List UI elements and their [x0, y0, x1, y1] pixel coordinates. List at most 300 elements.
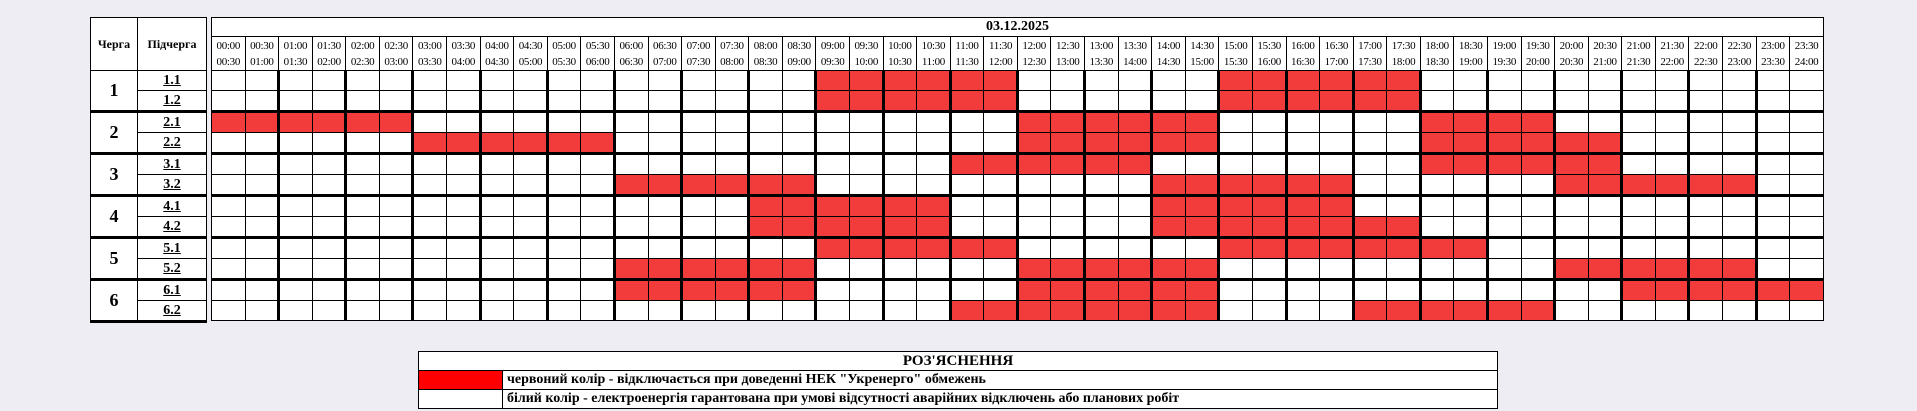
power-cell [212, 175, 246, 196]
power-cell [1051, 238, 1085, 259]
power-cell [379, 133, 413, 154]
power-cell [447, 301, 481, 321]
power-cell [514, 217, 548, 238]
power-cell [984, 217, 1018, 238]
power-cell [1152, 71, 1186, 91]
outage-cell [1790, 280, 1824, 301]
power-cell [1689, 91, 1723, 112]
slot-start: 21:00 [1626, 39, 1651, 52]
slot-start: 03:30 [451, 39, 476, 52]
outage-cell [245, 112, 279, 133]
slot-end: 13:00 [1055, 55, 1080, 68]
power-cell [1555, 71, 1589, 91]
power-cell [581, 175, 615, 196]
power-cell [782, 238, 816, 259]
power-cell [782, 71, 816, 91]
outage-cell [1286, 175, 1320, 196]
power-cell [614, 71, 648, 91]
outage-cell [1051, 133, 1085, 154]
power-cell [883, 154, 917, 175]
power-cell [1252, 301, 1286, 321]
power-cell [346, 259, 380, 280]
power-cell [715, 71, 749, 91]
power-cell [1588, 301, 1622, 321]
legend-white-text: білий колір - електроенергія гарантована при умові відсутності аварійних відключень або планових робіт [503, 390, 1498, 409]
power-cell [480, 301, 514, 321]
power-cell [849, 112, 883, 133]
power-cell [279, 259, 313, 280]
outage-cell [1252, 71, 1286, 91]
power-cell [1286, 259, 1320, 280]
slot-start: 06:00 [619, 39, 643, 52]
power-cell [514, 280, 548, 301]
power-cell [715, 154, 749, 175]
power-cell [816, 301, 850, 321]
outage-cell [1320, 175, 1354, 196]
power-cell [1118, 71, 1152, 91]
slot-end: 04:00 [451, 55, 476, 68]
queue-number: 3 [91, 154, 138, 196]
power-cell [1689, 217, 1723, 238]
power-cell [1555, 217, 1589, 238]
power-cell [1756, 154, 1790, 175]
outage-cell [1487, 133, 1521, 154]
power-cell [1420, 217, 1454, 238]
outage-cell [614, 259, 648, 280]
power-cell [1017, 196, 1051, 217]
outage-cell [614, 280, 648, 301]
slot-end: 22:30 [1693, 55, 1718, 68]
outage-cell [1420, 154, 1454, 175]
time-slot-header [749, 37, 783, 71]
power-cell [1085, 175, 1119, 196]
slot-end: 21:00 [1593, 55, 1617, 68]
outage-cell [883, 196, 917, 217]
power-cell [447, 238, 481, 259]
power-cell [1756, 91, 1790, 112]
power-cell [749, 154, 783, 175]
power-cell [1286, 112, 1320, 133]
time-slot-header [1152, 37, 1186, 71]
outage-cell [1555, 259, 1589, 280]
power-cell [514, 112, 548, 133]
power-cell [1655, 196, 1689, 217]
power-cell [1790, 133, 1824, 154]
outage-cell [1085, 301, 1119, 321]
slot-start: 10:00 [888, 39, 912, 52]
power-cell [312, 259, 346, 280]
power-cell [212, 71, 246, 91]
slot-start: 23:30 [1794, 39, 1819, 52]
outage-cell [1353, 301, 1387, 321]
outage-cell [1085, 280, 1119, 301]
power-cell [447, 280, 481, 301]
power-cell [279, 238, 313, 259]
power-cell [749, 91, 783, 112]
power-cell [950, 112, 984, 133]
slot-start: 01:00 [283, 39, 308, 52]
power-cell [984, 175, 1018, 196]
power-cell [245, 71, 279, 91]
power-cell [883, 175, 917, 196]
power-cell [1689, 154, 1723, 175]
outage-cell [849, 91, 883, 112]
power-cell [749, 112, 783, 133]
power-cell [1588, 280, 1622, 301]
power-cell [312, 301, 346, 321]
power-cell [279, 71, 313, 91]
power-cell [245, 259, 279, 280]
time-slot-header [883, 37, 917, 71]
slot-end: 00:30 [216, 55, 241, 68]
time-slot-header [1555, 37, 1589, 71]
outage-cell [1152, 112, 1186, 133]
queue-number: 2 [91, 112, 138, 154]
power-cell [1353, 175, 1387, 196]
power-cell [1219, 112, 1253, 133]
outage-cell [1420, 301, 1454, 321]
outage-cell [950, 238, 984, 259]
outage-cell [1320, 217, 1354, 238]
outage-cell [950, 71, 984, 91]
outage-cell [950, 154, 984, 175]
power-cell [1085, 71, 1119, 91]
outage-cell [1353, 238, 1387, 259]
power-cell [1118, 217, 1152, 238]
slot-end: 03:30 [417, 55, 442, 68]
power-cell [849, 259, 883, 280]
power-cell [1588, 91, 1622, 112]
power-cell [447, 217, 481, 238]
power-cell [1723, 112, 1757, 133]
outage-cell [1185, 112, 1219, 133]
power-cell [581, 238, 615, 259]
power-cell [614, 154, 648, 175]
power-cell [682, 154, 716, 175]
power-cell [1588, 196, 1622, 217]
power-cell [1723, 133, 1757, 154]
power-cell [413, 301, 447, 321]
outage-cell [883, 238, 917, 259]
outage-cell [682, 280, 716, 301]
power-cell [212, 280, 246, 301]
outage-cell [1387, 91, 1421, 112]
outage-cell [950, 301, 984, 321]
power-cell [514, 196, 548, 217]
power-cell [279, 280, 313, 301]
outage-cell [1723, 259, 1757, 280]
outage-cell [648, 175, 682, 196]
time-slot-header [447, 37, 481, 71]
slot-end: 18:00 [1391, 55, 1416, 68]
outage-cell [1655, 175, 1689, 196]
power-cell [379, 301, 413, 321]
power-cell [379, 217, 413, 238]
power-cell [648, 71, 682, 91]
power-cell [581, 71, 615, 91]
outage-cell [849, 217, 883, 238]
outage-schedule-grid [211, 17, 1824, 321]
slot-end: 10:00 [854, 55, 879, 68]
power-cell [950, 217, 984, 238]
power-cell [1017, 91, 1051, 112]
power-cell [816, 280, 850, 301]
slot-end: 08:00 [720, 55, 744, 68]
outage-cell [1320, 238, 1354, 259]
power-cell [816, 112, 850, 133]
outage-cell [984, 71, 1018, 91]
power-cell [514, 259, 548, 280]
slot-start: 08:30 [787, 39, 811, 52]
outage-cell [816, 238, 850, 259]
power-cell [379, 238, 413, 259]
slot-start: 07:30 [720, 39, 744, 52]
outage-cell [782, 259, 816, 280]
power-cell [1723, 217, 1757, 238]
power-cell [346, 196, 380, 217]
power-cell [1454, 196, 1488, 217]
slot-end: 11:30 [955, 55, 979, 68]
power-cell [514, 301, 548, 321]
power-cell [1790, 238, 1824, 259]
power-cell [312, 154, 346, 175]
slot-end: 03:00 [384, 55, 408, 68]
slot-end: 12:00 [988, 55, 1013, 68]
outage-cell [816, 217, 850, 238]
power-cell [1521, 280, 1555, 301]
power-cell [1521, 217, 1555, 238]
power-cell [1790, 71, 1824, 91]
power-cell [514, 175, 548, 196]
outage-cell [1118, 301, 1152, 321]
slot-start: 17:00 [1358, 39, 1382, 52]
slot-start: 00:30 [250, 39, 274, 52]
outage-cell [1252, 175, 1286, 196]
outage-cell [1219, 238, 1253, 259]
time-slot-header [413, 37, 447, 71]
slot-start: 11:30 [989, 39, 1013, 52]
power-cell [245, 301, 279, 321]
power-cell [950, 175, 984, 196]
outage-cell [1152, 259, 1186, 280]
outage-cell [1152, 196, 1186, 217]
power-cell [984, 112, 1018, 133]
power-cell [1790, 196, 1824, 217]
outage-cell [1655, 280, 1689, 301]
power-cell [1689, 71, 1723, 91]
power-cell [447, 259, 481, 280]
slot-end: 23:30 [1761, 55, 1785, 68]
subqueue-label: 3.1 [138, 154, 207, 175]
power-cell [1655, 133, 1689, 154]
power-cell [1655, 91, 1689, 112]
queue-number: 5 [91, 238, 138, 280]
slot-end: 15:30 [1223, 55, 1248, 68]
power-cell [279, 154, 313, 175]
outage-cell [715, 280, 749, 301]
outage-cell [984, 154, 1018, 175]
power-cell [1387, 196, 1421, 217]
power-cell [1487, 91, 1521, 112]
power-cell [346, 280, 380, 301]
outage-cell [1454, 112, 1488, 133]
power-cell [480, 280, 514, 301]
power-cell [1723, 238, 1757, 259]
outage-cell [1387, 238, 1421, 259]
power-cell [816, 259, 850, 280]
slot-end: 04:30 [485, 55, 509, 68]
power-cell [413, 217, 447, 238]
outage-cell [1017, 154, 1051, 175]
power-cell [917, 112, 951, 133]
outage-cell [1051, 259, 1085, 280]
power-cell [1051, 196, 1085, 217]
outage-cell [1320, 91, 1354, 112]
power-cell [312, 280, 346, 301]
power-cell [1085, 238, 1119, 259]
power-cell [1353, 259, 1387, 280]
power-cell [1622, 71, 1656, 91]
outage-cell [1017, 280, 1051, 301]
time-slot-header [312, 37, 346, 71]
time-slot-header [1017, 37, 1051, 71]
power-cell [883, 112, 917, 133]
outage-cell [1152, 133, 1186, 154]
outage-cell [1219, 175, 1253, 196]
power-cell [816, 133, 850, 154]
slot-start: 14:30 [1190, 39, 1214, 52]
power-cell [312, 238, 346, 259]
time-slot-header [782, 37, 816, 71]
slot-start: 16:30 [1324, 39, 1349, 52]
power-cell [1790, 175, 1824, 196]
outage-cell [682, 259, 716, 280]
legend-red-swatch [419, 371, 503, 390]
power-cell [1756, 112, 1790, 133]
power-cell [581, 154, 615, 175]
slot-start: 03:00 [417, 39, 442, 52]
power-cell [715, 196, 749, 217]
power-cell [547, 280, 581, 301]
power-cell [312, 175, 346, 196]
power-cell [212, 301, 246, 321]
power-cell [648, 238, 682, 259]
power-cell [1152, 154, 1186, 175]
power-cell [480, 238, 514, 259]
power-cell [614, 91, 648, 112]
slot-start: 18:30 [1458, 39, 1483, 52]
outage-cell [1252, 196, 1286, 217]
slot-start: 21:30 [1660, 39, 1684, 52]
power-cell [682, 112, 716, 133]
power-cell [279, 196, 313, 217]
time-slot-header [1521, 37, 1555, 71]
power-cell [279, 175, 313, 196]
outage-cell [1487, 112, 1521, 133]
outage-cell [849, 238, 883, 259]
power-cell [1655, 71, 1689, 91]
power-cell [1051, 175, 1085, 196]
time-slot-header [1085, 37, 1119, 71]
outage-cell [1252, 91, 1286, 112]
outage-cell [849, 196, 883, 217]
power-cell [480, 196, 514, 217]
power-cell [849, 301, 883, 321]
outage-cell [1185, 175, 1219, 196]
power-cell [447, 154, 481, 175]
power-cell [1689, 112, 1723, 133]
outage-cell [1085, 259, 1119, 280]
outage-cell [749, 280, 783, 301]
time-slot-header [581, 37, 615, 71]
subqueue-label: 6.1 [138, 280, 207, 301]
outage-cell [816, 91, 850, 112]
slot-end: 20:00 [1526, 55, 1550, 68]
power-cell [245, 175, 279, 196]
outage-cell [1286, 196, 1320, 217]
power-cell [346, 217, 380, 238]
time-slot-header [379, 37, 413, 71]
time-slot-header [1118, 37, 1152, 71]
time-slot-header [279, 37, 313, 71]
outage-cell [1185, 217, 1219, 238]
power-cell [1555, 280, 1589, 301]
queue-number: 6 [91, 280, 138, 322]
outage-cell [816, 71, 850, 91]
slot-start: 18:00 [1425, 39, 1449, 52]
slot-end: 17:30 [1358, 55, 1382, 68]
outage-cell [1051, 280, 1085, 301]
power-cell [1756, 133, 1790, 154]
power-cell [245, 91, 279, 112]
outage-cell [614, 175, 648, 196]
power-cell [581, 301, 615, 321]
outage-cell [1622, 280, 1656, 301]
slot-start: 22:00 [1693, 39, 1718, 52]
outage-cell [1487, 301, 1521, 321]
power-cell [514, 91, 548, 112]
time-slot-header [984, 37, 1018, 71]
outage-cell [1689, 280, 1723, 301]
slot-start: 11:00 [955, 39, 979, 52]
power-cell [346, 71, 380, 91]
slot-start: 15:00 [1223, 39, 1248, 52]
power-cell [1655, 154, 1689, 175]
power-cell [1756, 238, 1790, 259]
power-cell [212, 259, 246, 280]
power-cell [413, 259, 447, 280]
slot-start: 17:30 [1391, 39, 1416, 52]
time-slot-header [1185, 37, 1219, 71]
power-cell [1655, 217, 1689, 238]
power-cell [1756, 217, 1790, 238]
outage-cell [682, 175, 716, 196]
time-slot-header [648, 37, 682, 71]
outage-cell [279, 112, 313, 133]
power-cell [1588, 217, 1622, 238]
power-cell [514, 71, 548, 91]
power-cell [245, 217, 279, 238]
power-cell [379, 259, 413, 280]
power-cell [1756, 259, 1790, 280]
slot-start: 05:00 [552, 39, 576, 52]
time-slot-header [1723, 37, 1757, 71]
power-cell [1320, 280, 1354, 301]
slot-end: 05:00 [518, 55, 543, 68]
subqueue-label: 1.2 [138, 91, 207, 112]
slot-start: 19:30 [1526, 39, 1550, 52]
power-cell [1454, 91, 1488, 112]
